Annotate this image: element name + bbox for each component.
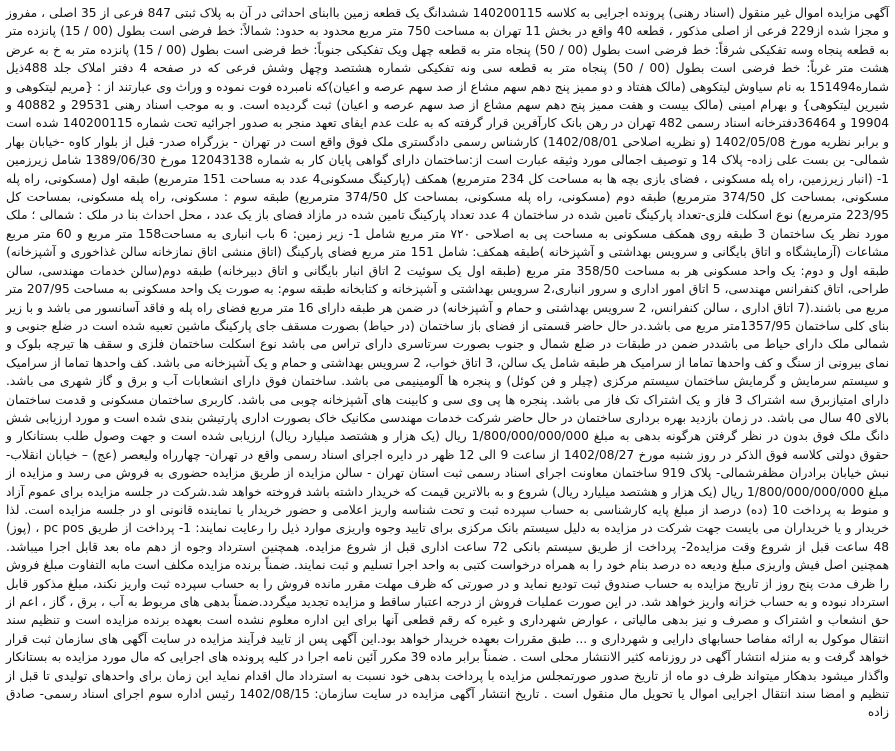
auction-notice-text: آگهی مزایده اموال غیر منقول (اسناد رهنی) پرونده اجرایی به کلاسه 140200115 ششدانگ یک قطعه زمین باابنای احداثی در آن به پلاک ثبتی 847 فرعی از 35 اصلی ، مفروز و مجزا شده از229 فرعی از اصلی مذکور ، قطعه 40 واقع در بخش 11 تهران به مساحت 750 متر مربع محدود به حدود: شمالاً: خط فرضی است بطول (00 / 15) پانزده متر به قطعه پنجاه وسه تفکیکی شرقاً: خط فرضی است بطول (00 / 50) پنجاه متر به قطعه چهل ویک تفکیکی جنوباً: خط فرضی است بطول (00 / 15) پانزده متر به خ به عرض هشت متر غرباً: خط فرضی است بطول (00 / 50) پنجاه متر به قطعه سی ونه تفکیکی شماره هشتصد وچهل وشش فرعی که در صفحه 4 دفتر املاک جلد 488ذیل شماره151494 به نام سیاوش لیتکوهی (مالک هفتاد و دو ممیز پنج دهم سهم مشاع از صد سهم عرصه و اعیان)که نامبرده فوت نموده و وراث وی عبارتند از : {مریم لیتکوهی و شیرین لیتکوهی} و بهرام امینی (مالک بیست و هفت ممیز پنج دهم سهم مشاع از صد سهم عرصه و اعیان) ثبت گردیده است. و به موجب اسناد رهنی 29531 و 40882 و 19904 و 36464دفترخانه اسناد رسمی 482 تهران در رهن بانک کارآفرین قرار گرفته که به علت عدم ایفای تعهد منجر به صدور اجرائیه تحت شماره 140200115 شده است و برابر نظریه مورخ 1402/05/08 (و نظریه اصلاحی 1402/08/01) کارشناس رسمی دادگستری ملک فوق واقع است در تهران - بزرگراه صدر- قبل از بلوار کاوه -خیابان بهار شمالی- بن بست علی زاده- پلاک 14 و توصیف اجمالی مورد وثیقه عبارت است از:ساختمان دارای گواهی پایان کار به شماره 12043138 مورخ 1389/06/30 شامل زیرزمین 1- (انبار زیرزمین، راه پله مسکونی ، فضای بازی بچه ها به مساحت کل 234 مترمربع) همکف (پارکینگ مسکونی4 عدد به مساحت 151 مترمربع) طبقه اول (مسکونی، راه پله مسکونی، بمساحت کل 374/50 مترمربع) طبقه دوم (مسکونی، راه پله مسکونی، بمساحت کل 374/50 مترمربع) طبقه سوم : مسکونی، راه پله مسکونی، بمساحت کل 223/95 مترمربع) نوع اسکلت فلزی-تعداد پارکینگ تامین شده در ساختمان 4 عدد تعداد پارکینگ تامین شده در مازاد فضای باز یک عدد ، محل احداث بنا در ملک : شمالی ؛ ملک مورد نظر یک ساختمان 3 طبقه روی همکف مسکونی به مساحت پی به اصلاحی ۷۲۰ متر مربع شامل 1- زیر زمین: 6 باب انباری به مساحت158 متر مربع و 60 متر مربع مشاعات (آزمایشگاه و اتاق بایگانی و سرویس بهداشتی و آشپزخانه )طبقه همکف: شامل 151 متر مربع فضای پارکینگ (اتاق منشی اتاق نمازخانه سالن غذاخوری و آشپزخانه) طبقه اول و دوم: یک واحد مسکونی هر به مساحت 358/50 متر مربع (طبقه اول یک سوئیت 2 اتاق انبار بایگانی و اتاق دبیرخانه) طبقه دوم(سالن خدمات مهندسی، سالن طراحی، اتاق کنفرانس مهندسی، 5 اتاق امور اداری و سرور انباری،2 سرویس بهداشتی و آشپزخانه و کتابخانه طبقه سوم: به صورت یک واحد مسکونی به مساحت 207/95 متر مربع می باشند.(7 اتاق اداری ، سالن کنفرانس، 2 سرویس بهداشتی و حمام و آشپزخانه) در ضمن هر طبقه دارای 16 متر مربع فضای راه پله و فاقد آسانسور می باشد و با زیر بنای کلی ساختمان 1357/95متر مربع می باشد.در حال حاضر قسمتی از فضای باز ساختمان (در حیاط) بصورت مسقف جای پارکینگ ماشین تعبیه شده است در ضلع جنوبی و شمالی ملک دارای حیاط می باشددر ضمن در طبقات در ضلع شمال و جنوب بصورت سرتاسری دارای تراس می باشد نوع اسکلت ساختمان فلزی و سقف ها تیرچه بلوک و نمای بیرونی از سنگ و کف واحدها تماما از سرامیک هر طبقه شامل یک سالن، 3 اتاق خواب، 2 سرویس بهداشتی و حمام و یک آشپزخانه می باشد. کف واحدها تماما از سرامیک و سیستم سرمایش و گرمایش ساختمان سیستم مرکزی (چیلر و فن کوئل) و پنجره ها آلومینیمی می باشد. ساختمان فوق دارای انشعابات آب و برق و گاز شهری می باشد. دارای امتیازبرق سه اشتراک 3 فاز و یک اشتراک تک فاز می باشد. پنجره ها پی وی سی و کابینت های آشپزخانه چوبی می باشد. کاربری ساختمان مسکونی و قدمت ساختمان بالای 40 سال می باشد. در زمان بازدید بهره برداری ساختمان در حال حاضر شرکت خدمات مهندسی مکانیک خاک بصورت اداری پارتیشن بندی شده است و مورد ارزیابی شش دانگ ملک فوق بدون در نظر گرفتن هرگونه بدهی به مبلغ 1/800/000/000/000 ریال (یک هزار و هشتصد میلیارد ریال) ارزیابی شده است و جهت وصول طلب بستانکار و حقوق دولتی کلاسه فوق الذکر در روز شنبه مورخ 1402/08/27 از ساعت 9 الی 12 ظهر در دایره اجرای اسناد رسمی واقع در تهران- چهارراه ولیعصر (عج) – خیابان انقلاب- نبش خیابان برادران مظفرشمالی- پلاک 919 ساختمان معاونت اجرای اسناد رسمی ثبت استان تهران - سالن مزایده از طریق مزایده حضوری به فروش می رسد و مزایده از مبلغ 1/800/000/000/000 ریال (یک هزار و هشتصد میلیارد ریال) شروع و به بالاترین قیمت که خریدار داشته باشد فروخته خواهد شد.شرکت در جلسه مزایده برای عموم آزاد و منوط به پرداخت 10 (ده) درصد از مبلغ پایه کارشناسی به حساب سپرده ثبت و تحت شناسه واریز اعلامی و حضور خریدار یا نماینده قانونی او در جلسه مزایده است. لذا خریدار و یا خریداران می بایست جهت شرکت در مزایده به دلیل سیستم بانک مرکزی برای تایید وجوه واریزی موارد ذیل را رعایت نمایند: 1- پرداخت از طریق pc pos ، (پوز) 48 ساعت قبل از شروع وقت مزایده2- پرداخت از طریق سیستم بانکی 72 ساعت اداری قبل از شروع مزایده. همچنین استرداد وجوه از دهم ماه بعد قابل اجرا میباشد. همچنین اصل فیش واریزی مبلغ ودیعه ده درصد بنام خود را به همراه درخواست کتبی به واحد اجرا تسلیم و ثبت نمایند. ضمناً برنده مزایده مکلف است مابه التفاوت مبلغ فروش را ظرف مدت پنج روز از تاریخ مزایده به حساب صندوق ثبت تودیع نماید و در صورتی که ظرف مهلت مقرر مانده فروش را به حساب سپرده ثبت واریز نکند، مبلغ مذکور قابل استرداد نبوده و به حساب خزانه واریز خواهد شد. در این صورت عملیات فروش از درجه اعتبار ساقط و مزایده تجدید میگردد.ضمناً بدهی های مربوط به آب ، برق ، گاز ، اعم از حق انشعاب و اشتراک و مصرف و نیز بدهی مالیاتی ، عوارض شهرداری و غیره که رقم قطعی آنها برای این اداره معلوم نشده است بعهده برنده مزایده است و تنظیم سند انتقال موکول به ارائه مفاصا حسابهای دارایی و شهرداری و ... طبق مقررات بعهده خریدار خواهد بود.این آگهی پس از تایید فرآیند مزایده در سایت آگهی های سازمان ثبت قرار خواهد گرفت و به منزله انتشار آگهی در روزنامه کثیر الانتشار محلی است . ضمناً برابر ماده 39 مکرر آئین نامه اجرا در کلیه پرونده های اجرایی که مال مورد مزایده به بستانکار واگذار میشود بدهکار میتواند ظرف دو ماه از تاریخ صدور صورتمجلس مزایده با پرداخت بدهی خود نسبت به استرداد مال اقدام نماید این زمان برای واحدهای تولیدی تا قبل از تنظیم و امضا سند انتقال اجرایی اموال یا تحویل مال منقول است . تاریخ انتشار آگهی مزایده در سایت سازمان: 1402/08/15 رئیس اداره سوم اجرای اسناد رسمی- صادق زاده — [6, 6, 890, 720]
